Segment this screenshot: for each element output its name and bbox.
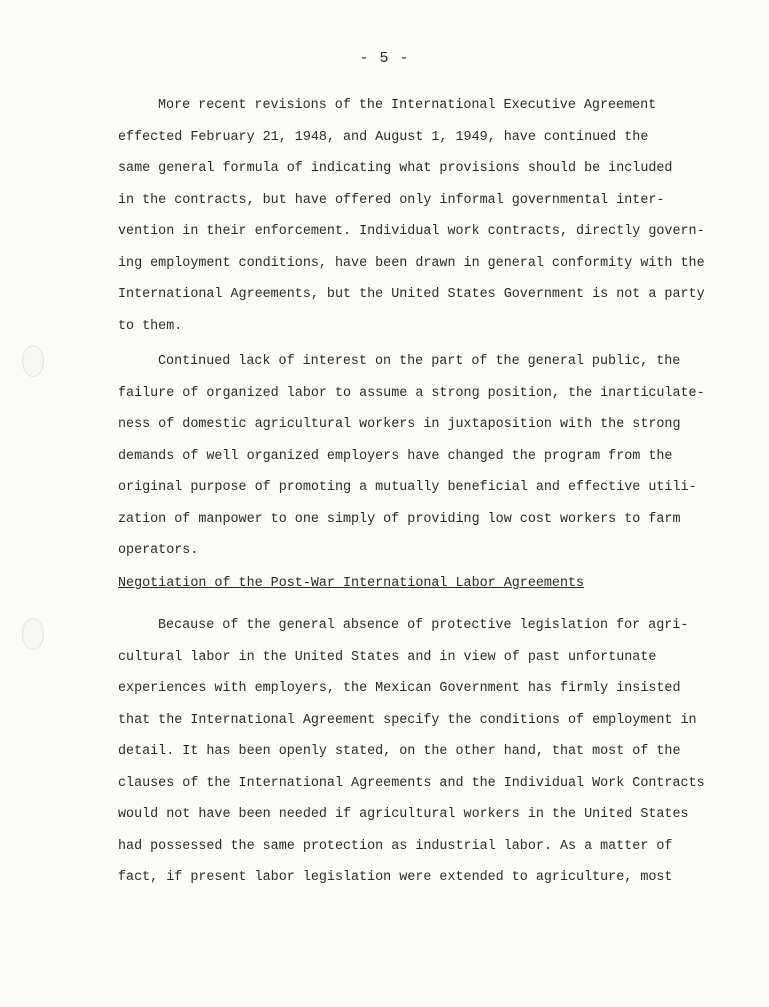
- paragraph-line: ing employment conditions, have been drawn in general conformity with the: [118, 255, 705, 271]
- paragraph-line: Because of the general absence of protective legislation for agri-: [158, 618, 689, 633]
- paragraph-lack-of-interest: [118, 346, 718, 567]
- punch-hole-bottom: [22, 618, 44, 650]
- paragraph-line: had possessed the same protection as industrial labor. As a matter of: [118, 838, 673, 854]
- paragraph-line: vention in their enforcement. Individual work contracts, directly govern-: [118, 224, 705, 239]
- paragraph-line: would not have been needed if agricultural workers in the United States: [118, 807, 689, 822]
- paragraph-line: detail. It has been openly stated, on the other hand, that most of the: [118, 744, 681, 759]
- paragraph-line: ness of domestic agricultural workers in juxtaposition with the strong: [118, 417, 681, 432]
- paragraph-line: fact, if present labor legislation were extended to agriculture, most: [118, 870, 673, 885]
- paragraph-line: operators.: [118, 543, 199, 558]
- paragraph-line: experiences with employers, the Mexican Government has firmly insisted: [118, 681, 681, 696]
- paragraph-line: to them.: [118, 318, 183, 334]
- paragraph-line: in the contracts, but have offered only informal governmental inter-: [118, 192, 665, 208]
- paragraph-line: clauses of the International Agreements and the Individual Work Contracts: [118, 775, 705, 791]
- paragraph-line: More recent revisions of the International Executive Agreement: [158, 98, 657, 113]
- paragraph-line: International Agreements, but the United States Government is not a party: [118, 287, 705, 302]
- paragraph-line: demands of well organized employers have changed the program from the: [118, 448, 673, 464]
- paragraph-line: failure of organized labor to assume a strong position, the inarticulate-: [118, 385, 705, 401]
- paragraph-revisions: [118, 90, 718, 342]
- paragraph-line: Continued lack of interest on the part of the general public, the: [158, 354, 681, 369]
- paragraph-line: original purpose of promoting a mutually beneficial and effective utili-: [118, 480, 697, 495]
- paragraph-line: same general formula of indicating what provisions should be included: [118, 161, 673, 176]
- punch-hole-top: [22, 345, 44, 377]
- paragraph-line: effected February 21, 1948, and August 1, 1949, have continued the: [118, 129, 649, 145]
- paragraph-negotiation: [118, 610, 718, 894]
- section-heading: Negotiation of the Post-War International Labor Agreements: [118, 576, 585, 591]
- page-number: - 5 -: [359, 50, 410, 67]
- paragraph-line: that the International Agreement specify the conditions of employment in: [118, 712, 697, 728]
- paragraph-line: zation of manpower to one simply of providing low cost workers to farm: [118, 511, 681, 527]
- paragraph-line: cultural labor in the United States and in view of past unfortunate: [118, 649, 657, 665]
